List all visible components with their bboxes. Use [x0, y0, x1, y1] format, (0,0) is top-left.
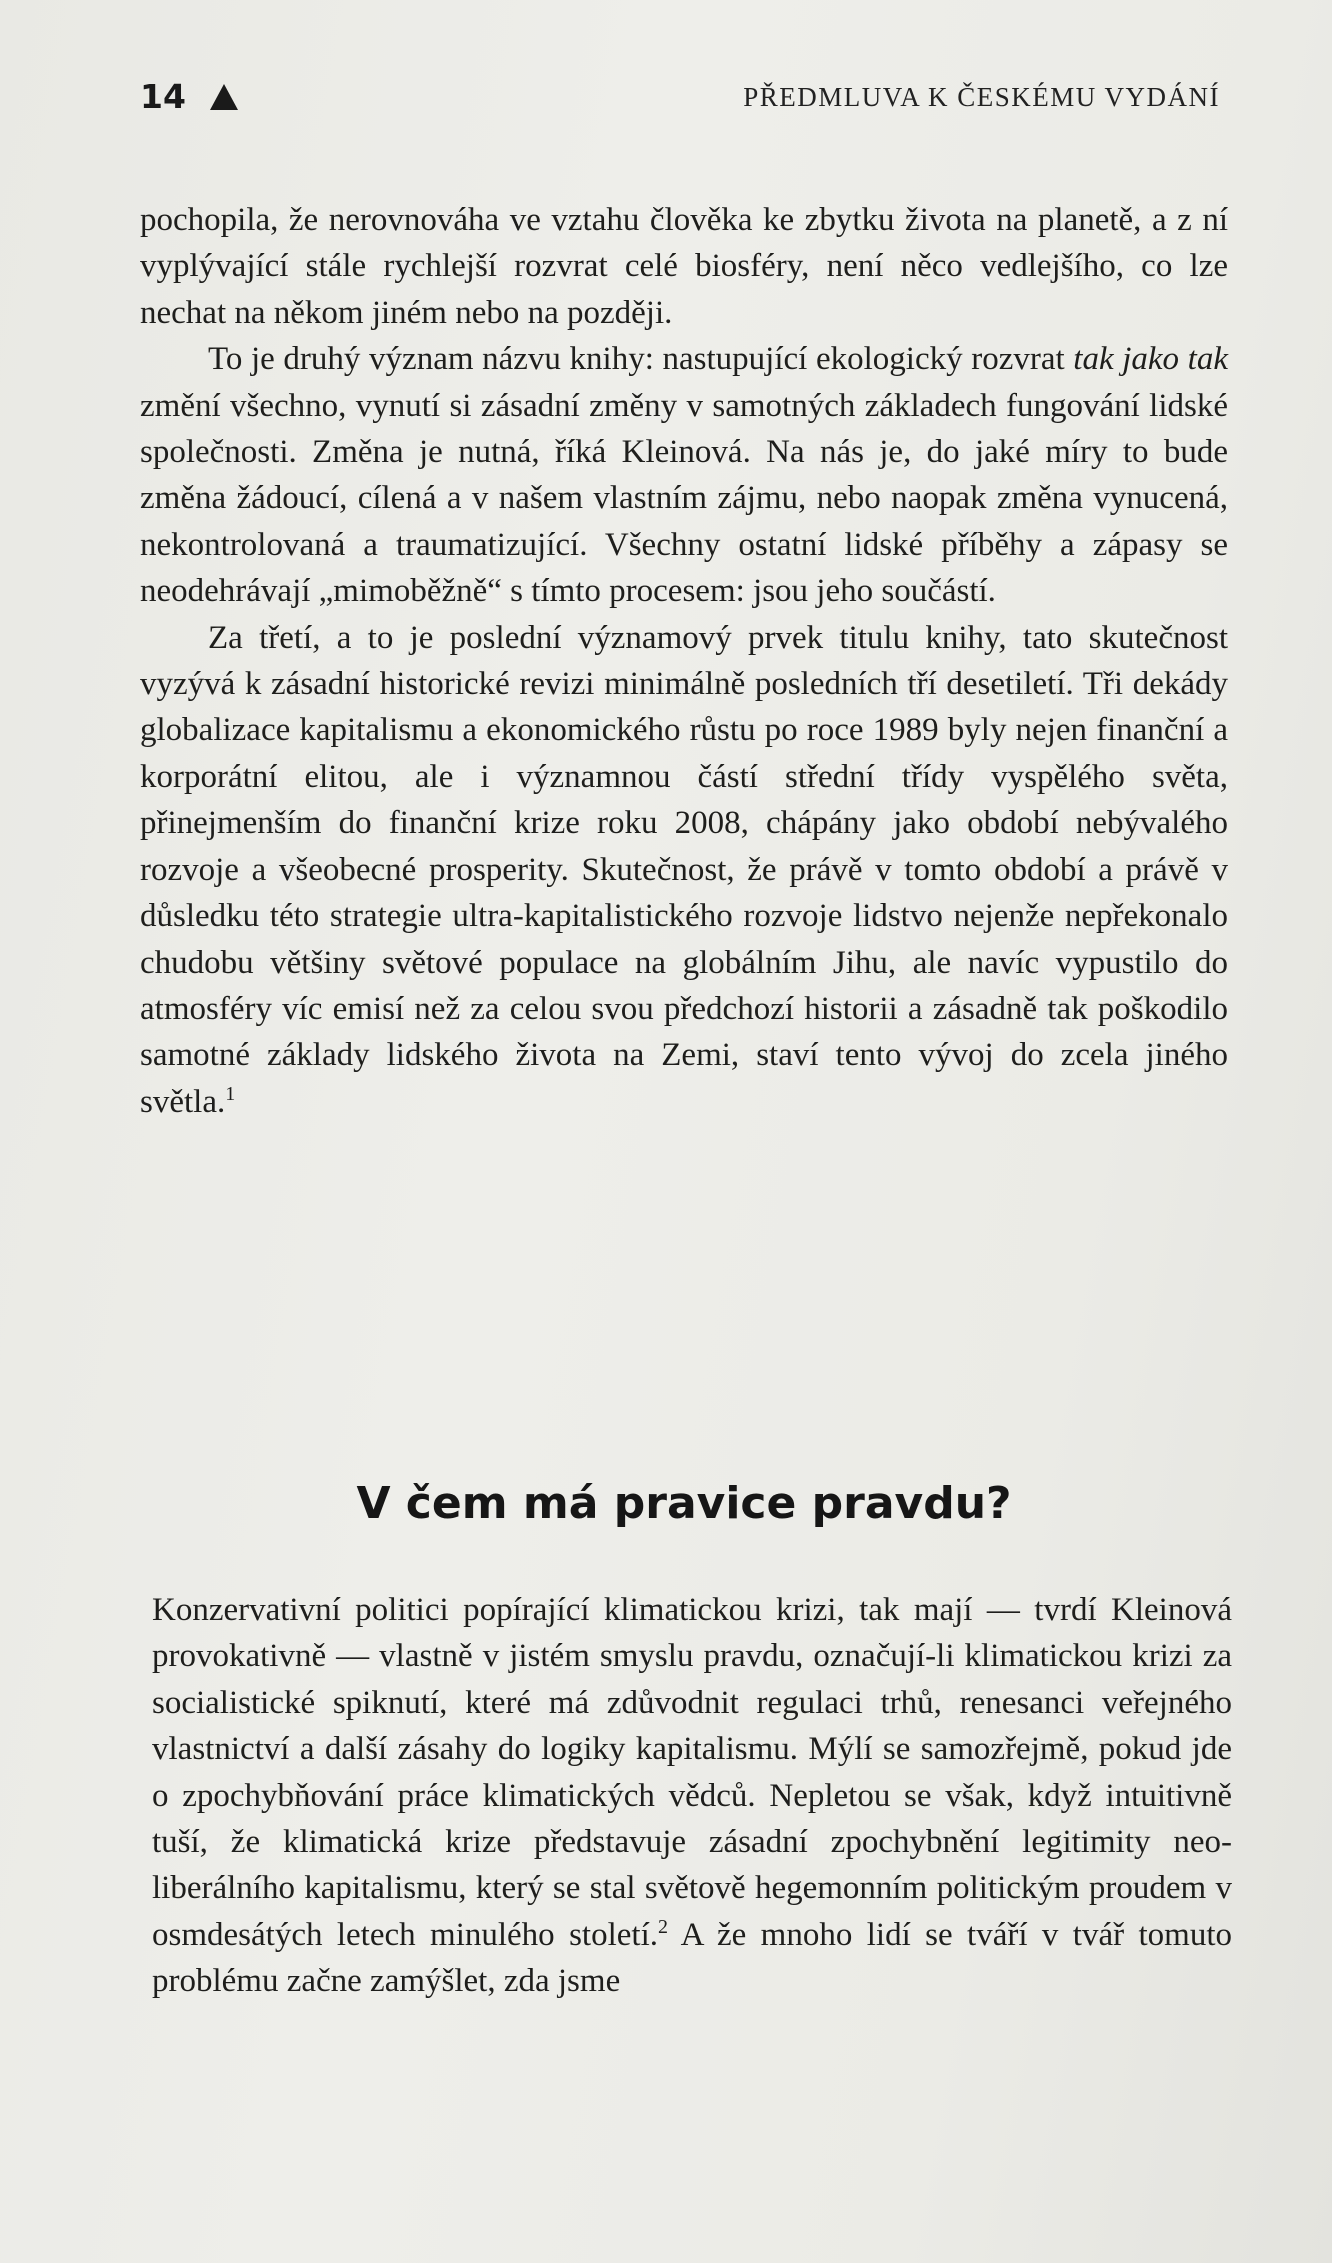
footnote-ref-1: 1 [225, 1082, 236, 1105]
body-text-top [140, 197, 1228, 1125]
paragraph-1-text: pochopila, že nerovnováha ve vztahu člověka ke zbytku života na planetě, a z ní vyplývající stále rychlejší rozvrat celé biosféry, není něco vedlejšího, co lze nechat na někom jiném nebo na později. [140, 202, 1228, 331]
emphasis-tak-jako-tak: tak jako tak [1073, 341, 1228, 378]
footnote-ref-2: 2 [658, 1915, 668, 1938]
section-heading: V čem má pravice pravdu? [356, 1478, 1012, 1529]
triangle-icon [210, 84, 238, 110]
paragraph-2-text-start: To je druhý význam názvu knihy: nastupující ekologický rozvrat [208, 341, 1074, 378]
paragraph-1 [140, 197, 1228, 336]
paragraph-3-text: Za třetí, a to je poslední významový prvek titulu knihy, tato skutečnost vyzývá k zásadní historické revizi minimálně posledních tří desetiletí. Tři dekády globalizace kapitalismu a ekonomického růstu po roce 1989 byly nejen finanční a korporátní elitou, ale i významnou částí střední třídy vyspělého světa, přinejmenším do finanční krize roku 2008, chápány jako období nebývalého rozvoje a všeobecné prosperity. Skutečnost, že právě v tomto období a právě v důsledku této strategie ultra-kapitalistického rozvoje lidstvo nejenže nepřekonalo chudobu většiny světové populace na globálním Jihu, ale navíc vypustilo do atmosféry víc emisí než za celou svou předchozí historii a zásadně tak poškodilo samotné základy lidského života na Zemi, staví tento vývoj do zcela jiného světla. [140, 619, 1228, 1120]
paragraph-4-text-start: Konzervativní politici popírající klimatickou krizi, tak mají — tvrdí Kleinová provokativně — vlastně v jistém smyslu pravdu, označují-li klimatickou krizi za socialistické spiknutí, které má zdůvodnit regulaci trhů, renesanci veřejného vlastnictví a další zásahy do logiky kapitalismu. Mýlí se samozřejmě, pokud jde o zpochybňování práce klimatických vědců. Nepletou se však, když intuitivně tuší, že klimatická krize představuje zásadní zpochybnění legitimity neoliberálního kapitalismu, který se stal světově hegemonním politickým proudem v osmdesátých letech minulého století. [152, 1592, 1232, 1953]
paragraph-2-text-end: změní všechno, vynutí si zásadní změny v samotných základech fungování lidské společnosti. Změna je nutná, říká Kleinová. Na nás je, do jaké míry to bude změna žádoucí, cílená a v našem vlastním zájmu, nebo naopak změna vynucená, nekontrolovaná a traumatizující. Všechny ostatní lidské příběhy a zápasy se neodehrávají „mimoběžně“ s tímto procesem: jsou jeho součástí. [140, 387, 1228, 610]
page-number: 14 [140, 77, 186, 116]
body-text-bottom [152, 1587, 1232, 2005]
paragraph-2 [140, 336, 1228, 614]
page-header [140, 72, 1220, 122]
paragraph-4-text-end: A že mnoho lidí se tváří v tvář tomuto problému začne zamýšlet, zda jsme [152, 1916, 1232, 2000]
paragraph-3 [140, 615, 1228, 1125]
paragraph-4 [152, 1587, 1232, 2005]
running-head: PŘEDMLUVA K ČESKÉMU VYDÁNÍ [743, 82, 1220, 112]
